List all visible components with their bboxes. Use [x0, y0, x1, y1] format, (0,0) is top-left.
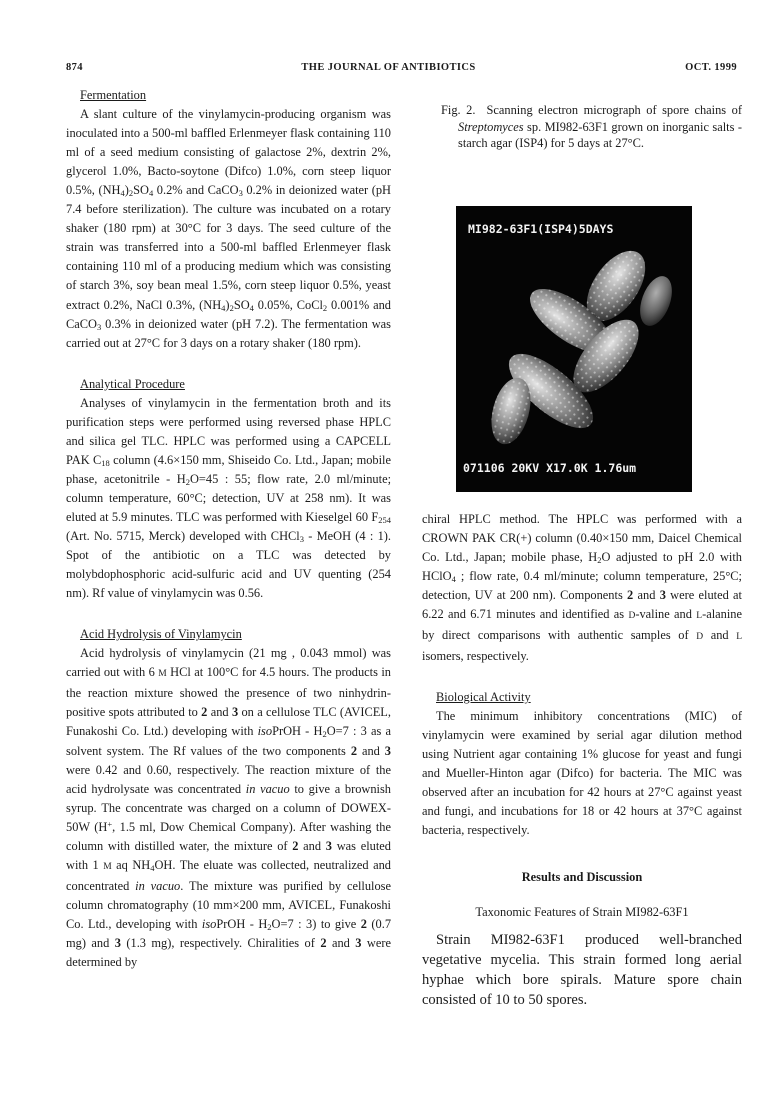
page-number: 874 — [66, 62, 83, 73]
issue-date: OCT. 1999 — [685, 62, 737, 73]
taxonomy-paragraph: Strain MI982-63F1 produced well-branched vegetative mycelia. This strain formed long aerial hyphae which bore spirals. Mature spore chain consisted of 10 to 50 spores. — [422, 932, 742, 1009]
figure-label: Fig. 2. — [441, 103, 476, 117]
spore-chain-image — [456, 206, 692, 492]
taxonomy-subheading: Taxonomic Features of Strain MI982-63F1 — [475, 905, 689, 920]
figure-caption: Fig. 2. Scanning electron micrograph of spore chains of Streptomyces sp. MI982-63F1 grown on inorganic salts - starch agar (ISP4) for 5 days at 27°C. — [441, 103, 742, 150]
section-heading-biological: Biological Activity — [436, 689, 531, 704]
section-heading-analytical: Analytical Procedure — [80, 376, 185, 391]
micrograph-label-top: MI982-63F1(ISP4)5DAYS — [468, 221, 614, 236]
sem-micrograph — [456, 206, 692, 492]
biological-paragraph: The minimum inhibitory concentrations (MIC) of vinylamycin were examined by serial agar dilution method using Nutrient agar containing 1% glucose for yeast and fungi and Mueller-Hinton agar (Difco) for bacteria. The MIC was observed after an incubation for 42 hours at 27°C against yeast and fungi, and incubations for 18 or 42 hours at 37°C against bacteria, respectively. — [422, 708, 742, 838]
micrograph-label-bottom: 071106 20KV X17.0K 1.76um — [463, 461, 637, 476]
chiral-hplc-paragraph: chiral HPLC method. The HPLC was performed with a CROWN PAK CR(+) column (0.40×150 mm, Daicel Chemical Co. Ltd., Japan; mobile phase, $H_2O$ adjusted to pH 2.0 with HClO$_4$ ; flow rate, 0.4 ml/minute; column temperature, 25°C; detection, UV at 200 nm). Components 2 and 3 were eluted at 6.22 and 6.71 minutes and identified as D-valine and L-alanine by direct comparisons with authentic samples of D and L isomers, respectively. — [422, 511, 743, 663]
hydrolysis-paragraph: Acid hydrolysis of vinylamycin (21 mg , 0.043 mmol) was carried out with 6 M HCl at 100°C for 4.5 hours. The products in the reaction mixture showed the presence of two ninhydrin-positive spots attributed to 2 and 3 on a cellulose TLC (AVICEL, Funakoshi Co. Ltd.) developing with isoPrOH - $H_2O=7$ : 3 as a solvent system. The Rf values of the two components 2 and 3 were 0.42 and 0.60, respectively. The reaction mixture of the acid hydrolysate was concentrated in vacuo to give a brownish syrup. The concentrate was charged on a column of DOWEX-50W (H+, 1.5 ml, Dow Chemical Company). After washing the column with distilled water, the mixture of 2 and 3 was eluted with 1 M aq $NH_4OH$. The eluate was collected, neutralized and concentrated in vacuo. The mixture was purified by cellulose column chromatography (10 mm×200 mm, AVICEL, Funakoshi Co. Ltd., developing with isoPrOH - $H_2O=7$ : 3) to give 2 (0.7 mg) and 3 (1.3 mg), respectively. Chiralities of 2 and 3 were determined by — [66, 646, 392, 970]
section-heading-hydrolysis: Acid Hydrolysis of Vinylamycin — [80, 627, 242, 642]
results-heading: Results and Discussion — [521, 870, 643, 885]
section-heading-fermentation: Fermentation — [80, 88, 147, 102]
journal-title: THE JOURNAL OF ANTIBIOTICS — [301, 62, 476, 73]
spore-spiral — [485, 240, 678, 448]
fermentation-paragraph: A slant culture of the vinylamycin-producing organism was inoculated into a 500-ml baffled Erlenmeyer flask containing 110 ml of a seed medium consisting of galactose 2%, dextrin 2%, glycerol 1.0%, Bacto-soytone (Difco) 1.0%, corn steep liquor 0.5%, $(NH_4)_2SO_4$ 0.2% and CaCO$_3$ 0.2% in deionized water (pH 7.4 before sterilization). The culture was incubated on a rotary shaker (180 rpm) at 30°C for 3 days. The seed culture of the strain was transferred into a 500-ml baffled Erlenmeyer flask containing 110 ml of a producing medium which was consisting of starch 3%, soy bean meal 1.5%, corn steep liquor 0.5%, yeast extract 0.2%, NaCl 0.3%, $(NH_4)_2SO_4$ 0.05%, CoCl$_2$ 0.001% and CaCO$_3$ 0.3% in deionized water (pH 7.2). The fermentation was carried out at 27°C for 3 days on a rotary shaker (180 rpm). — [66, 107, 391, 350]
right-column — [422, 86, 742, 1010]
left-column — [66, 86, 391, 972]
analytical-paragraph: Analyses of vinylamycin in the fermentation broth and its purification steps were performed using reversed phase HPLC and silica gel TLC. HPLC was performed using a CAPCELL PAK $C_{18}$ column (4.6×150 mm, Shiseido Co. Ltd., Japan; mobile phase, acetonitrile - $H_2O=45$ : 55; flow rate, 2.0 ml/minute; column temperature, 60°C; detection, UV at 258 nm). It was eluted at 5.9 minutes. TLC was performed with Kieselgel 60 $F_{254}$ (Art. No. 5715, Merck) developed with CHCl$_3$ - MeOH (4 : 1). Spot of the antibiotic on a TLC was detected by molybdophosphoric acid-sulfuric acid and UV quenting (254 nm). Rf value of vinylamycin was 0.56. — [66, 395, 392, 601]
